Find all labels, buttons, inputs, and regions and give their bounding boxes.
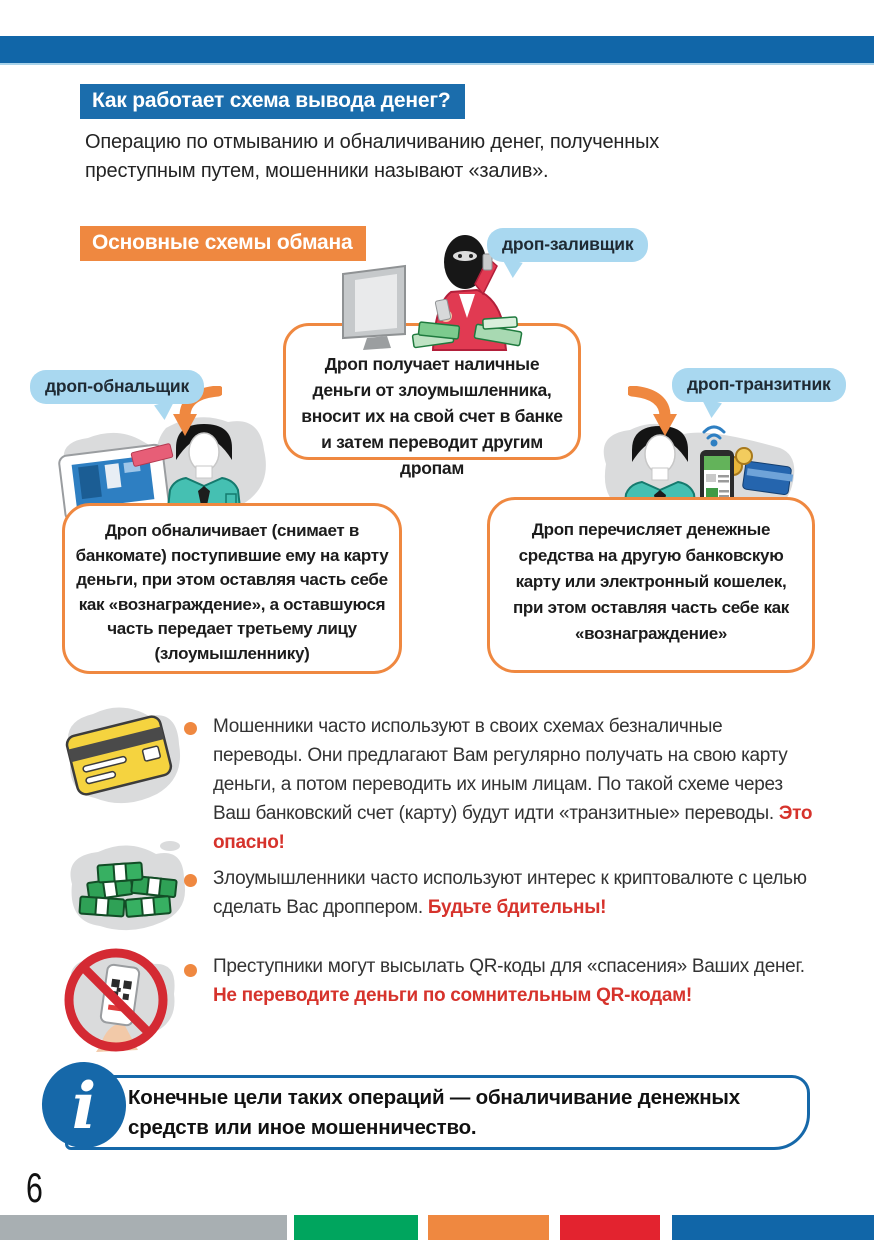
intro-paragraph: Операцию по отмыванию и обналичиванию денег, полученных преступным путем, мошенники называют «залив». <box>85 131 660 182</box>
bullet-marker <box>184 964 197 977</box>
info-box-text: Конечные цели таких операций — обналичивание денежных средств или иное мошенничество. <box>128 1086 740 1139</box>
svg-text:i: i <box>71 1069 97 1144</box>
arrow-down-right-icon <box>628 386 680 440</box>
bullet-text-3: Преступники могут высылать QR-коды для «спасения» Ваших денег. Не переводите деньги по сомнительным QR-кодам! <box>213 952 823 1010</box>
top-accent-bar <box>0 36 874 65</box>
bullet-text-1: Мошенники часто используют в своих схемах безналичные переводы. Они предлагают Вам регулярно получать на свою карту деньги, а потом переводить их иным лицам. По такой схеме через Ваш банковский счет (карту) будут идти «транзитные» переводы. Это опасно! <box>213 716 813 853</box>
bullet-marker <box>184 874 197 887</box>
warning-text: Не переводите деньги по сомнительным QR-кодам! <box>213 985 692 1006</box>
scheme-right-box: Дроп перечисляет денежные средства на другую банковскую карту или электронный кошелек, при этом оставляя часть себе как «вознаграждение» <box>487 497 815 673</box>
label-drop-obnalshchik: дроп-обнальщик <box>30 370 204 404</box>
page-title: Как работает схема вывода денег? <box>80 84 465 119</box>
page-number: 6 <box>26 1164 43 1211</box>
bullet-text-2: Злоумышленники часто используют интерес к криптовалюте с целью сделать Вас дроппером. Будьте бдительны! <box>213 868 807 918</box>
no-qr-icon <box>52 938 182 1053</box>
bullet-marker <box>184 722 197 735</box>
footer-bar-green <box>294 1215 418 1240</box>
scheme-left-box: Дроп обналичивает (снимает в банкомате) поступившие ему на карту деньги, при этом оставляя часть себе как «вознаграждение», а оставшуюся часть передает третьему лицу (злоумышленнику) <box>62 503 402 674</box>
scheme-center-box: Дроп получает наличные деньги от злоумышленника, вносит их на свой счет в банке и затем переводит другим дропам <box>283 323 581 460</box>
bank-card-icon <box>55 698 185 816</box>
footer-bar-red <box>560 1215 660 1240</box>
label-drop-zalivshchik: дроп-заливщик <box>487 228 648 262</box>
warning-text: Это опасно! <box>213 803 813 853</box>
label-drop-tranzitnik: дроп-транзитник <box>672 368 846 402</box>
section-title: Основные схемы обмана <box>80 226 366 261</box>
cash-stacks-icon <box>58 830 193 942</box>
footer-bar-orange <box>428 1215 549 1240</box>
footer-bar-gray <box>0 1215 287 1240</box>
info-icon <box>38 1060 130 1150</box>
footer-bar-blue <box>672 1215 874 1240</box>
bank-card-blue-icon <box>742 461 793 495</box>
warning-text: Будьте бдительны! <box>427 897 607 918</box>
